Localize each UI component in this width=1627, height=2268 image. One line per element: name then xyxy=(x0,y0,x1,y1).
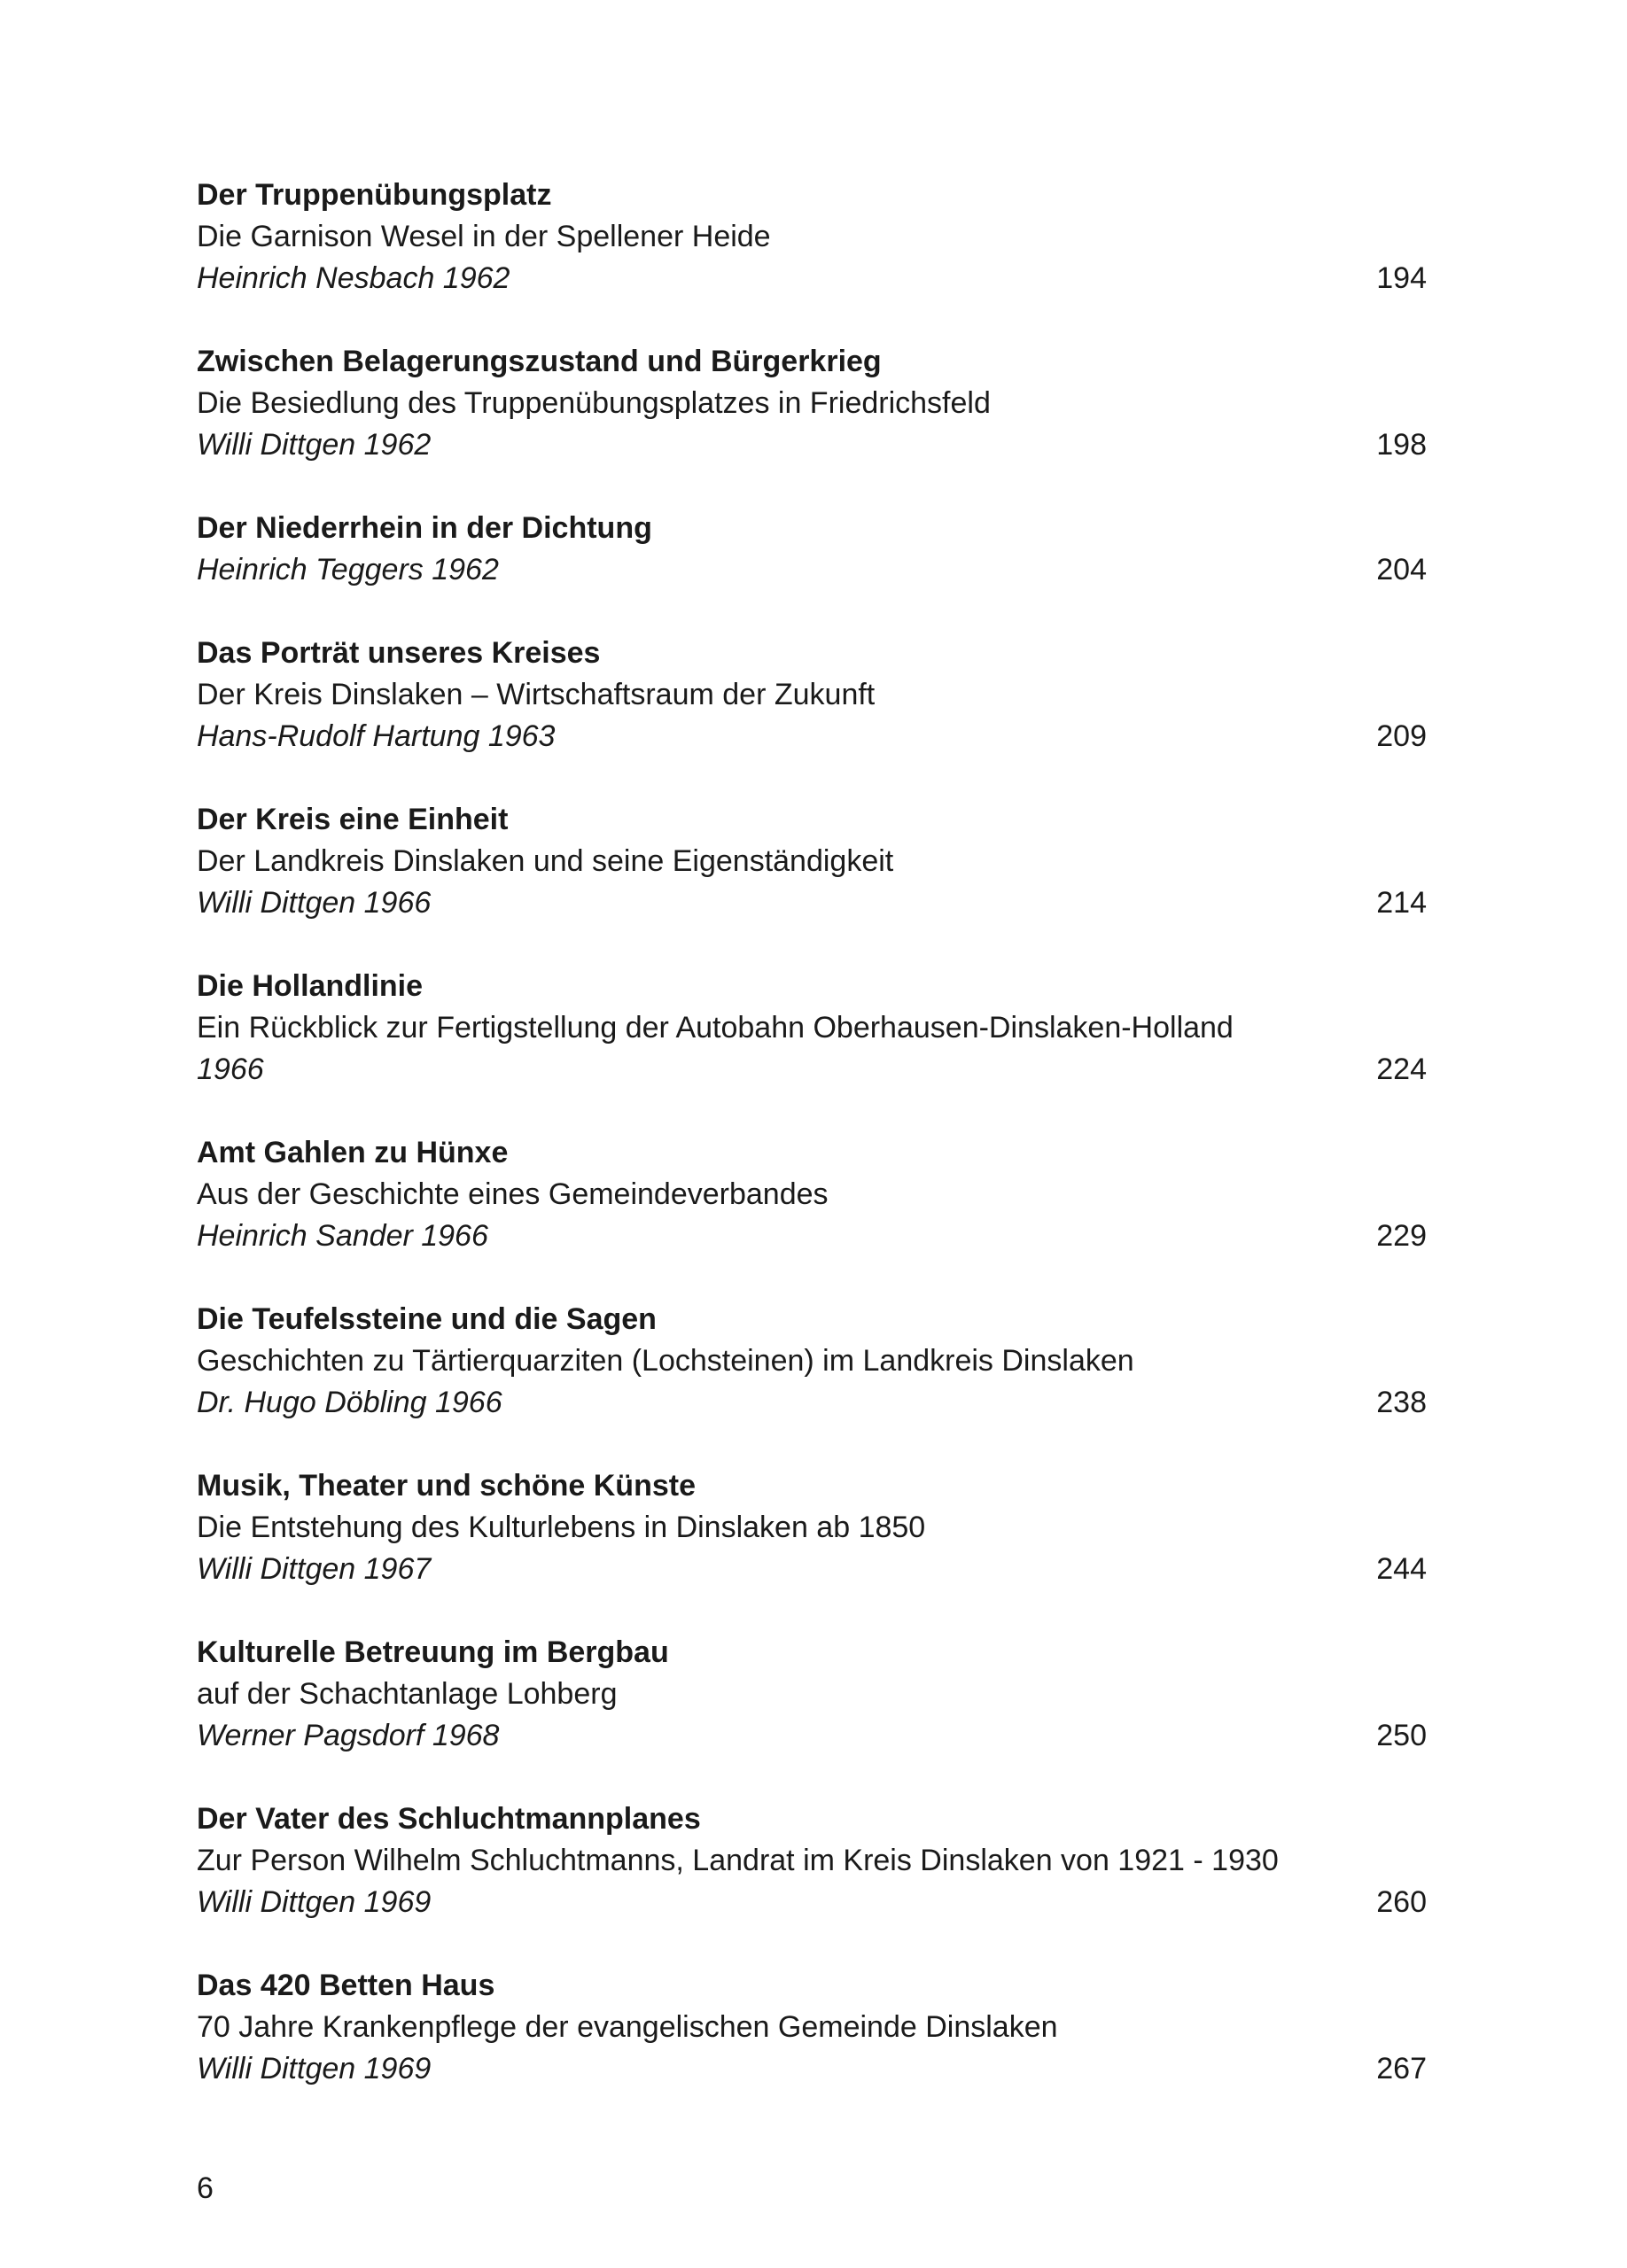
entry-subtitle: 70 Jahre Krankenpflege der evangelischen Gemeinde Dinslaken xyxy=(197,2010,1058,2044)
entry-page-number: 198 xyxy=(1376,428,1427,462)
toc-entry xyxy=(197,1798,1427,1965)
table-of-contents xyxy=(197,175,1427,2132)
entry-title: Die Hollandlinie xyxy=(197,969,424,1003)
page-number: 6 xyxy=(197,2171,214,2205)
toc-entry xyxy=(197,1632,1427,1798)
entry-page-number: 267 xyxy=(1376,2052,1427,2085)
entry-author: 1966 xyxy=(197,1052,264,1086)
entry-author: Heinrich Sander 1966 xyxy=(197,1219,488,1253)
entry-subtitle: Die Besiedlung des Truppenübungsplatzes in Friedrichsfeld xyxy=(197,386,991,420)
entry-page-number: 260 xyxy=(1376,1885,1427,1919)
entry-author: Willi Dittgen 1966 xyxy=(197,886,432,920)
entry-subtitle: Die Garnison Wesel in der Spellener Heide xyxy=(197,220,771,253)
entry-page-number: 238 xyxy=(1376,1386,1427,1419)
entry-author: Willi Dittgen 1962 xyxy=(197,428,432,462)
entry-author: Heinrich Nesbach 1962 xyxy=(197,261,510,295)
entry-page-number: 250 xyxy=(1376,1719,1427,1752)
entry-title: Der Truppenübungsplatz xyxy=(197,178,552,212)
entry-page-number: 229 xyxy=(1376,1219,1427,1253)
entry-title: Das 420 Betten Haus xyxy=(197,1969,495,2002)
entry-author: Hans-Rudolf Hartung 1963 xyxy=(197,719,556,753)
entry-page-number: 214 xyxy=(1376,886,1427,920)
toc-entry xyxy=(197,1965,1427,2132)
toc-entry xyxy=(197,633,1427,799)
entry-title: Kulturelle Betreuung im Bergbau xyxy=(197,1635,669,1669)
entry-author: Willi Dittgen 1967 xyxy=(197,1552,432,1586)
entry-subtitle: Der Kreis Dinslaken – Wirtschaftsraum der Zukunft xyxy=(197,678,876,711)
toc-entry xyxy=(197,175,1427,341)
entry-title: Der Vater des Schluchtmannplanes xyxy=(197,1802,701,1836)
entry-subtitle: Ein Rückblick zur Fertigstellung der Autobahn Oberhausen-Dinslaken-Holland xyxy=(197,1011,1234,1045)
toc-entry xyxy=(197,1465,1427,1632)
entry-subtitle: Zur Person Wilhelm Schluchtmanns, Landrat im Kreis Dinslaken von 1921 - 1930 xyxy=(197,1844,1279,1877)
entry-subtitle: Der Landkreis Dinslaken und seine Eigenständigkeit xyxy=(197,844,894,878)
entry-page-number: 194 xyxy=(1376,261,1427,295)
entry-subtitle: Aus der Geschichte eines Gemeindeverbandes xyxy=(197,1177,829,1211)
entry-title: Zwischen Belagerungszustand und Bürgerkrieg xyxy=(197,345,882,378)
entry-subtitle: Die Entstehung des Kulturlebens in Dinslaken ab 1850 xyxy=(197,1511,926,1544)
entry-page-number: 244 xyxy=(1376,1552,1427,1586)
entry-author: Werner Pagsdorf 1968 xyxy=(197,1719,500,1752)
entry-subtitle: Geschichten zu Tärtierquarziten (Lochsteinen) im Landkreis Dinslaken xyxy=(197,1344,1134,1378)
entry-title: Das Porträt unseres Kreises xyxy=(197,636,601,670)
toc-entry xyxy=(197,799,1427,966)
entry-subtitle: auf der Schachtanlage Lohberg xyxy=(197,1677,618,1711)
entry-title: Amt Gahlen zu Hünxe xyxy=(197,1136,509,1169)
entry-page-number: 204 xyxy=(1376,553,1427,586)
entry-author: Dr. Hugo Döbling 1966 xyxy=(197,1386,502,1419)
entry-title: Musik, Theater und schöne Künste xyxy=(197,1469,696,1503)
entry-author: Willi Dittgen 1969 xyxy=(197,2052,432,2085)
entry-page-number: 209 xyxy=(1376,719,1427,753)
entry-title: Die Teufelssteine und die Sagen xyxy=(197,1302,657,1336)
toc-entry xyxy=(197,1299,1427,1465)
toc-entry xyxy=(197,966,1427,1132)
entry-page-number: 224 xyxy=(1376,1052,1427,1086)
toc-entry xyxy=(197,341,1427,508)
entry-author: Heinrich Teggers 1962 xyxy=(197,553,499,586)
entry-author: Willi Dittgen 1969 xyxy=(197,1885,432,1919)
entry-title: Der Kreis eine Einheit xyxy=(197,803,509,836)
toc-entry xyxy=(197,508,1427,633)
entry-title: Der Niederrhein in der Dichtung xyxy=(197,511,652,545)
toc-entry xyxy=(197,1132,1427,1299)
